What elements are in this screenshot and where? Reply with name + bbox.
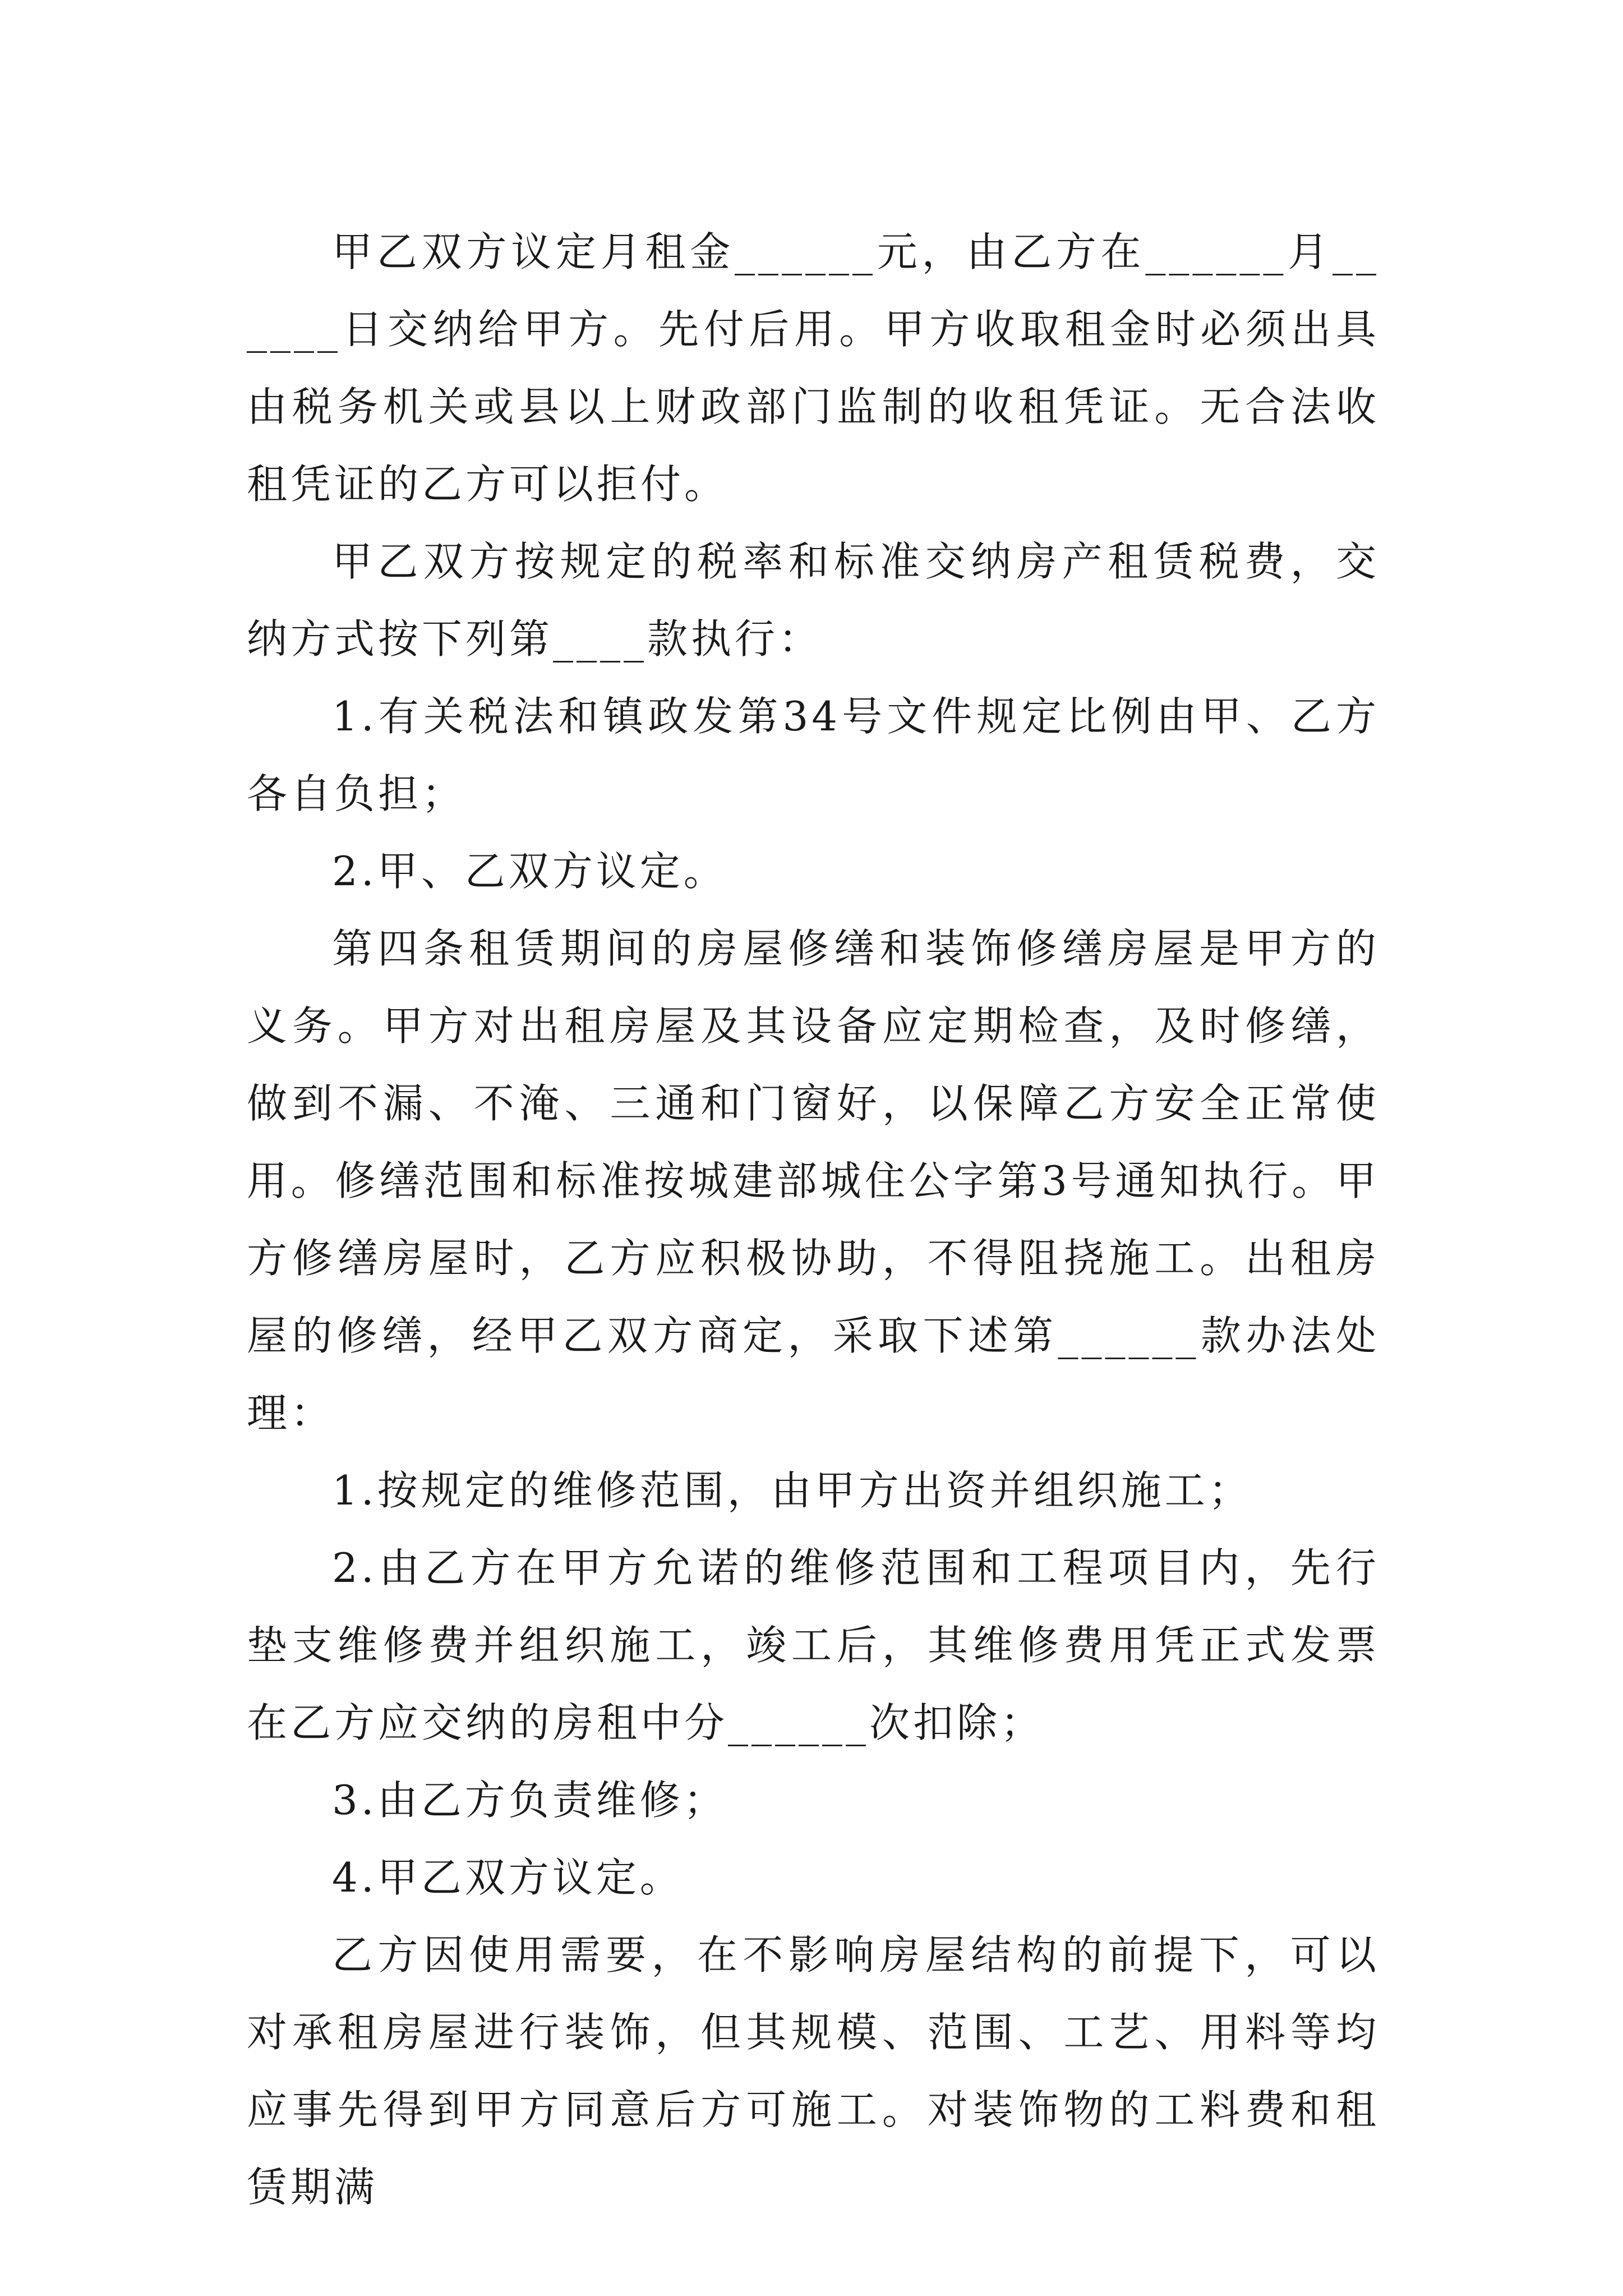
paragraph-repair-option-3: 3.由乙方负责维修； xyxy=(332,1777,727,1824)
paragraph-tax-option-2: 2.甲、乙双方议定。 xyxy=(332,848,727,895)
document-body xyxy=(247,213,1380,2226)
paragraph-repair-option-1: 1.按规定的维修范围，由甲方出资并组织施工； xyxy=(332,1467,1252,1514)
paragraph-repair-option-2: 2.由乙方在甲方允诺的维修范围和工程项目内，先行垫支维修费并组织施工，竣工后，其维修费用凭正式发票在乙方应交纳的房租中分______次扣除； xyxy=(247,1544,1380,1746)
paragraph-rent-payment: 甲乙双方议定月租金______元，由乙方在______月______日交纳给甲方。先付后用。甲方收取租金时必须出具由税务机关或县以上财政部门监制的收租凭证。无合法收租凭证的乙方可以拒付。 xyxy=(247,228,1380,508)
paragraph-article-4-repairs: 第四条租赁期间的房屋修缮和装饰修缮房屋是甲方的义务。甲方对出租房屋及其设备应定期检查，及时修缮，做到不漏、不淹、三通和门窗好，以保障乙方安全正常使用。修缮范围和标准按城建部城住公字第3号通知执行。甲方修缮房屋时，乙方应积极协助，不得阻挠施工。出租房屋的修缮，经甲乙双方商定，采取下述第______款办法处理： xyxy=(247,925,1380,1437)
paragraph-decoration: 乙方因使用需要，在不影响房屋结构的前提下，可以对承租房屋进行装饰，但其规模、范围、工艺、用料等均应事先得到甲方同意后方可施工。对装饰物的工料费和租赁期满 xyxy=(247,1931,1380,2211)
paragraph-tax-option-1: 1.有关税法和镇政发第34号文件规定比例由甲、乙方各自负担； xyxy=(247,693,1380,817)
paragraph-repair-option-4: 4.甲乙双方议定。 xyxy=(332,1854,684,1901)
paragraph-tax-payment: 甲乙双方按规定的税率和标准交纳房产租赁税费，交纳方式按下列第____款执行： xyxy=(247,538,1380,662)
